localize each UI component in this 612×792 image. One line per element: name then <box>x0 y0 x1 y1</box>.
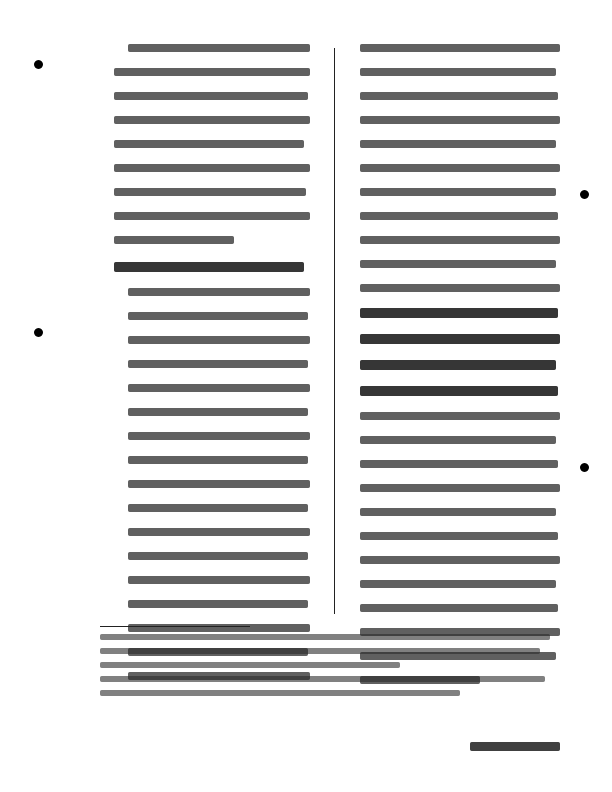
left-column <box>114 44 310 696</box>
punch-hole-marker <box>34 60 43 69</box>
footnotes <box>100 634 560 704</box>
punch-hole-marker <box>580 463 589 472</box>
punch-hole-marker <box>580 190 589 199</box>
right-column <box>360 44 560 700</box>
running-footer <box>470 742 560 767</box>
column-divider <box>334 48 335 614</box>
punch-hole-marker <box>34 328 43 337</box>
footnote-separator <box>100 626 250 627</box>
